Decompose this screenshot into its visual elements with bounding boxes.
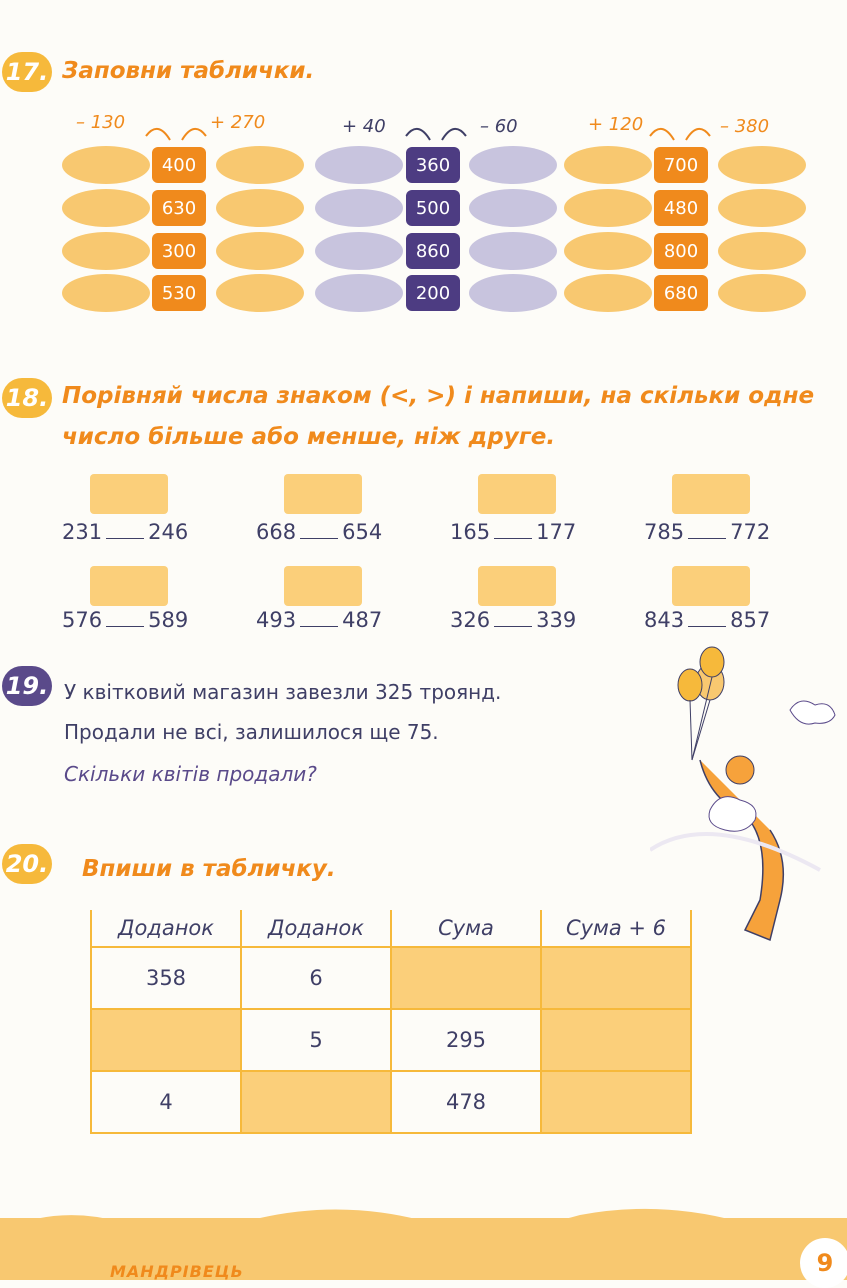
difference-answer-box[interactable]: [90, 566, 168, 606]
comparison-pair: [450, 520, 576, 544]
given-number-box: 680: [654, 275, 708, 311]
answer-oval-right[interactable]: [216, 232, 304, 270]
sign-blank[interactable]: [494, 608, 532, 627]
sign-blank[interactable]: [300, 520, 338, 539]
comparison-pair: [62, 608, 188, 632]
number-b: 857: [730, 608, 771, 632]
answer-oval-right[interactable]: [718, 274, 806, 312]
sign-blank[interactable]: [300, 608, 338, 627]
table-cell: 4: [91, 1071, 241, 1133]
table-row: [91, 1009, 691, 1071]
task-20-number: 20.: [2, 844, 52, 884]
header-addend-1: Доданок: [91, 910, 241, 947]
difference-answer-box[interactable]: [672, 474, 750, 514]
table-row: [91, 947, 691, 1009]
answer-oval-right[interactable]: [469, 274, 557, 312]
given-number-box: 530: [152, 275, 206, 311]
answer-cell[interactable]: [391, 947, 541, 1009]
answer-cell[interactable]: [91, 1009, 241, 1071]
sign-blank[interactable]: [494, 520, 532, 539]
table-row: [91, 1071, 691, 1133]
answer-oval-left[interactable]: [315, 189, 403, 227]
group3-left-op: + 120: [588, 114, 644, 135]
group2-left-op: + 40: [342, 116, 386, 137]
number-b: 487: [342, 608, 383, 632]
given-number-box: 860: [406, 233, 460, 269]
table-cell: 5: [241, 1009, 391, 1071]
given-number-box: 800: [654, 233, 708, 269]
number-b: 589: [148, 608, 189, 632]
brand-logo: МАНДРІВЕЦЬ: [110, 1262, 244, 1281]
group2-arrows-icon: [400, 118, 472, 148]
task-18-number: 18.: [2, 378, 52, 418]
answer-oval-left[interactable]: [315, 146, 403, 184]
answer-oval-left[interactable]: [62, 232, 150, 270]
comparison-pair: [256, 608, 382, 632]
sign-blank[interactable]: [688, 608, 726, 627]
answer-oval-left[interactable]: [315, 274, 403, 312]
difference-answer-box[interactable]: [478, 474, 556, 514]
task-19-line2: Продали не всі, залишилося ще 75.: [64, 720, 439, 744]
sum-table: [90, 910, 692, 1134]
table-cell: 478: [391, 1071, 541, 1133]
answer-oval-left[interactable]: [564, 232, 652, 270]
comparison-pair: [644, 520, 770, 544]
answer-oval-right[interactable]: [216, 189, 304, 227]
group1-arrows-icon: [140, 118, 212, 148]
number-a: 231: [62, 520, 103, 544]
number-a: 576: [62, 608, 103, 632]
answer-oval-left[interactable]: [315, 232, 403, 270]
number-a: 843: [644, 608, 685, 632]
page-number: 9: [800, 1238, 847, 1288]
number-a: 785: [644, 520, 685, 544]
difference-answer-box[interactable]: [90, 474, 168, 514]
task-19-question: Скільки квітів продали?: [64, 762, 317, 786]
comparison-pair: [644, 608, 770, 632]
group2-right-op: – 60: [480, 116, 518, 137]
table-cell: 358: [91, 947, 241, 1009]
number-a: 165: [450, 520, 491, 544]
given-number-box: 500: [406, 190, 460, 226]
answer-oval-right[interactable]: [718, 232, 806, 270]
answer-oval-right[interactable]: [718, 146, 806, 184]
given-number-box: 480: [654, 190, 708, 226]
answer-oval-left[interactable]: [62, 274, 150, 312]
answer-oval-right[interactable]: [469, 189, 557, 227]
comparison-pair: [450, 608, 576, 632]
task-17-number: 17.: [2, 52, 52, 92]
task-20-title: Впиши в табличку.: [82, 856, 336, 882]
answer-oval-right[interactable]: [469, 146, 557, 184]
header-sum: Сума: [391, 910, 541, 947]
group1-left-op: – 130: [76, 112, 126, 133]
answer-oval-left[interactable]: [564, 274, 652, 312]
answer-cell[interactable]: [541, 1009, 691, 1071]
answer-oval-left[interactable]: [62, 189, 150, 227]
answer-oval-left[interactable]: [564, 189, 652, 227]
group1-right-op: + 270: [210, 112, 266, 133]
answer-oval-left[interactable]: [564, 146, 652, 184]
comparison-pair: [256, 520, 382, 544]
given-number-box: 630: [152, 190, 206, 226]
number-b: 772: [730, 520, 771, 544]
task-19-number: 19.: [2, 666, 52, 706]
answer-oval-left[interactable]: [62, 146, 150, 184]
number-b: 246: [148, 520, 189, 544]
header-sum-plus-6: Сума + 6: [541, 910, 691, 947]
difference-answer-box[interactable]: [284, 566, 362, 606]
table-cell: 295: [391, 1009, 541, 1071]
answer-oval-right[interactable]: [216, 274, 304, 312]
sign-blank[interactable]: [106, 608, 144, 627]
answer-cell[interactable]: [541, 947, 691, 1009]
number-b: 339: [536, 608, 577, 632]
difference-answer-box[interactable]: [478, 566, 556, 606]
difference-answer-box[interactable]: [284, 474, 362, 514]
given-number-box: 300: [152, 233, 206, 269]
given-number-box: 200: [406, 275, 460, 311]
table-cell: 6: [241, 947, 391, 1009]
group3-arrows-icon: [644, 118, 716, 148]
task-19-line1: У квітковий магазин завезли 325 троянд.: [64, 680, 502, 704]
answer-cell[interactable]: [241, 1071, 391, 1133]
given-number-box: 400: [152, 147, 206, 183]
answer-cell[interactable]: [541, 1071, 691, 1133]
sign-blank[interactable]: [106, 520, 144, 539]
answer-oval-right[interactable]: [216, 146, 304, 184]
task-18-title-line1: Порівняй числа знаком (<, >) і напиши, на скільки одне: [62, 383, 815, 409]
number-a: 326: [450, 608, 491, 632]
given-number-box: 700: [654, 147, 708, 183]
header-addend-2: Доданок: [241, 910, 391, 947]
number-a: 668: [256, 520, 297, 544]
difference-answer-box[interactable]: [672, 566, 750, 606]
sign-blank[interactable]: [688, 520, 726, 539]
comparison-pair: [62, 520, 188, 544]
task-18-title-line2: число більше або менше, ніж друге.: [62, 424, 556, 450]
task-17-title: Заповни таблички.: [62, 58, 315, 84]
group3-right-op: – 380: [720, 116, 770, 137]
answer-oval-right[interactable]: [469, 232, 557, 270]
number-a: 493: [256, 608, 297, 632]
given-number-box: 360: [406, 147, 460, 183]
number-b: 177: [536, 520, 577, 544]
answer-oval-right[interactable]: [718, 189, 806, 227]
number-b: 654: [342, 520, 383, 544]
